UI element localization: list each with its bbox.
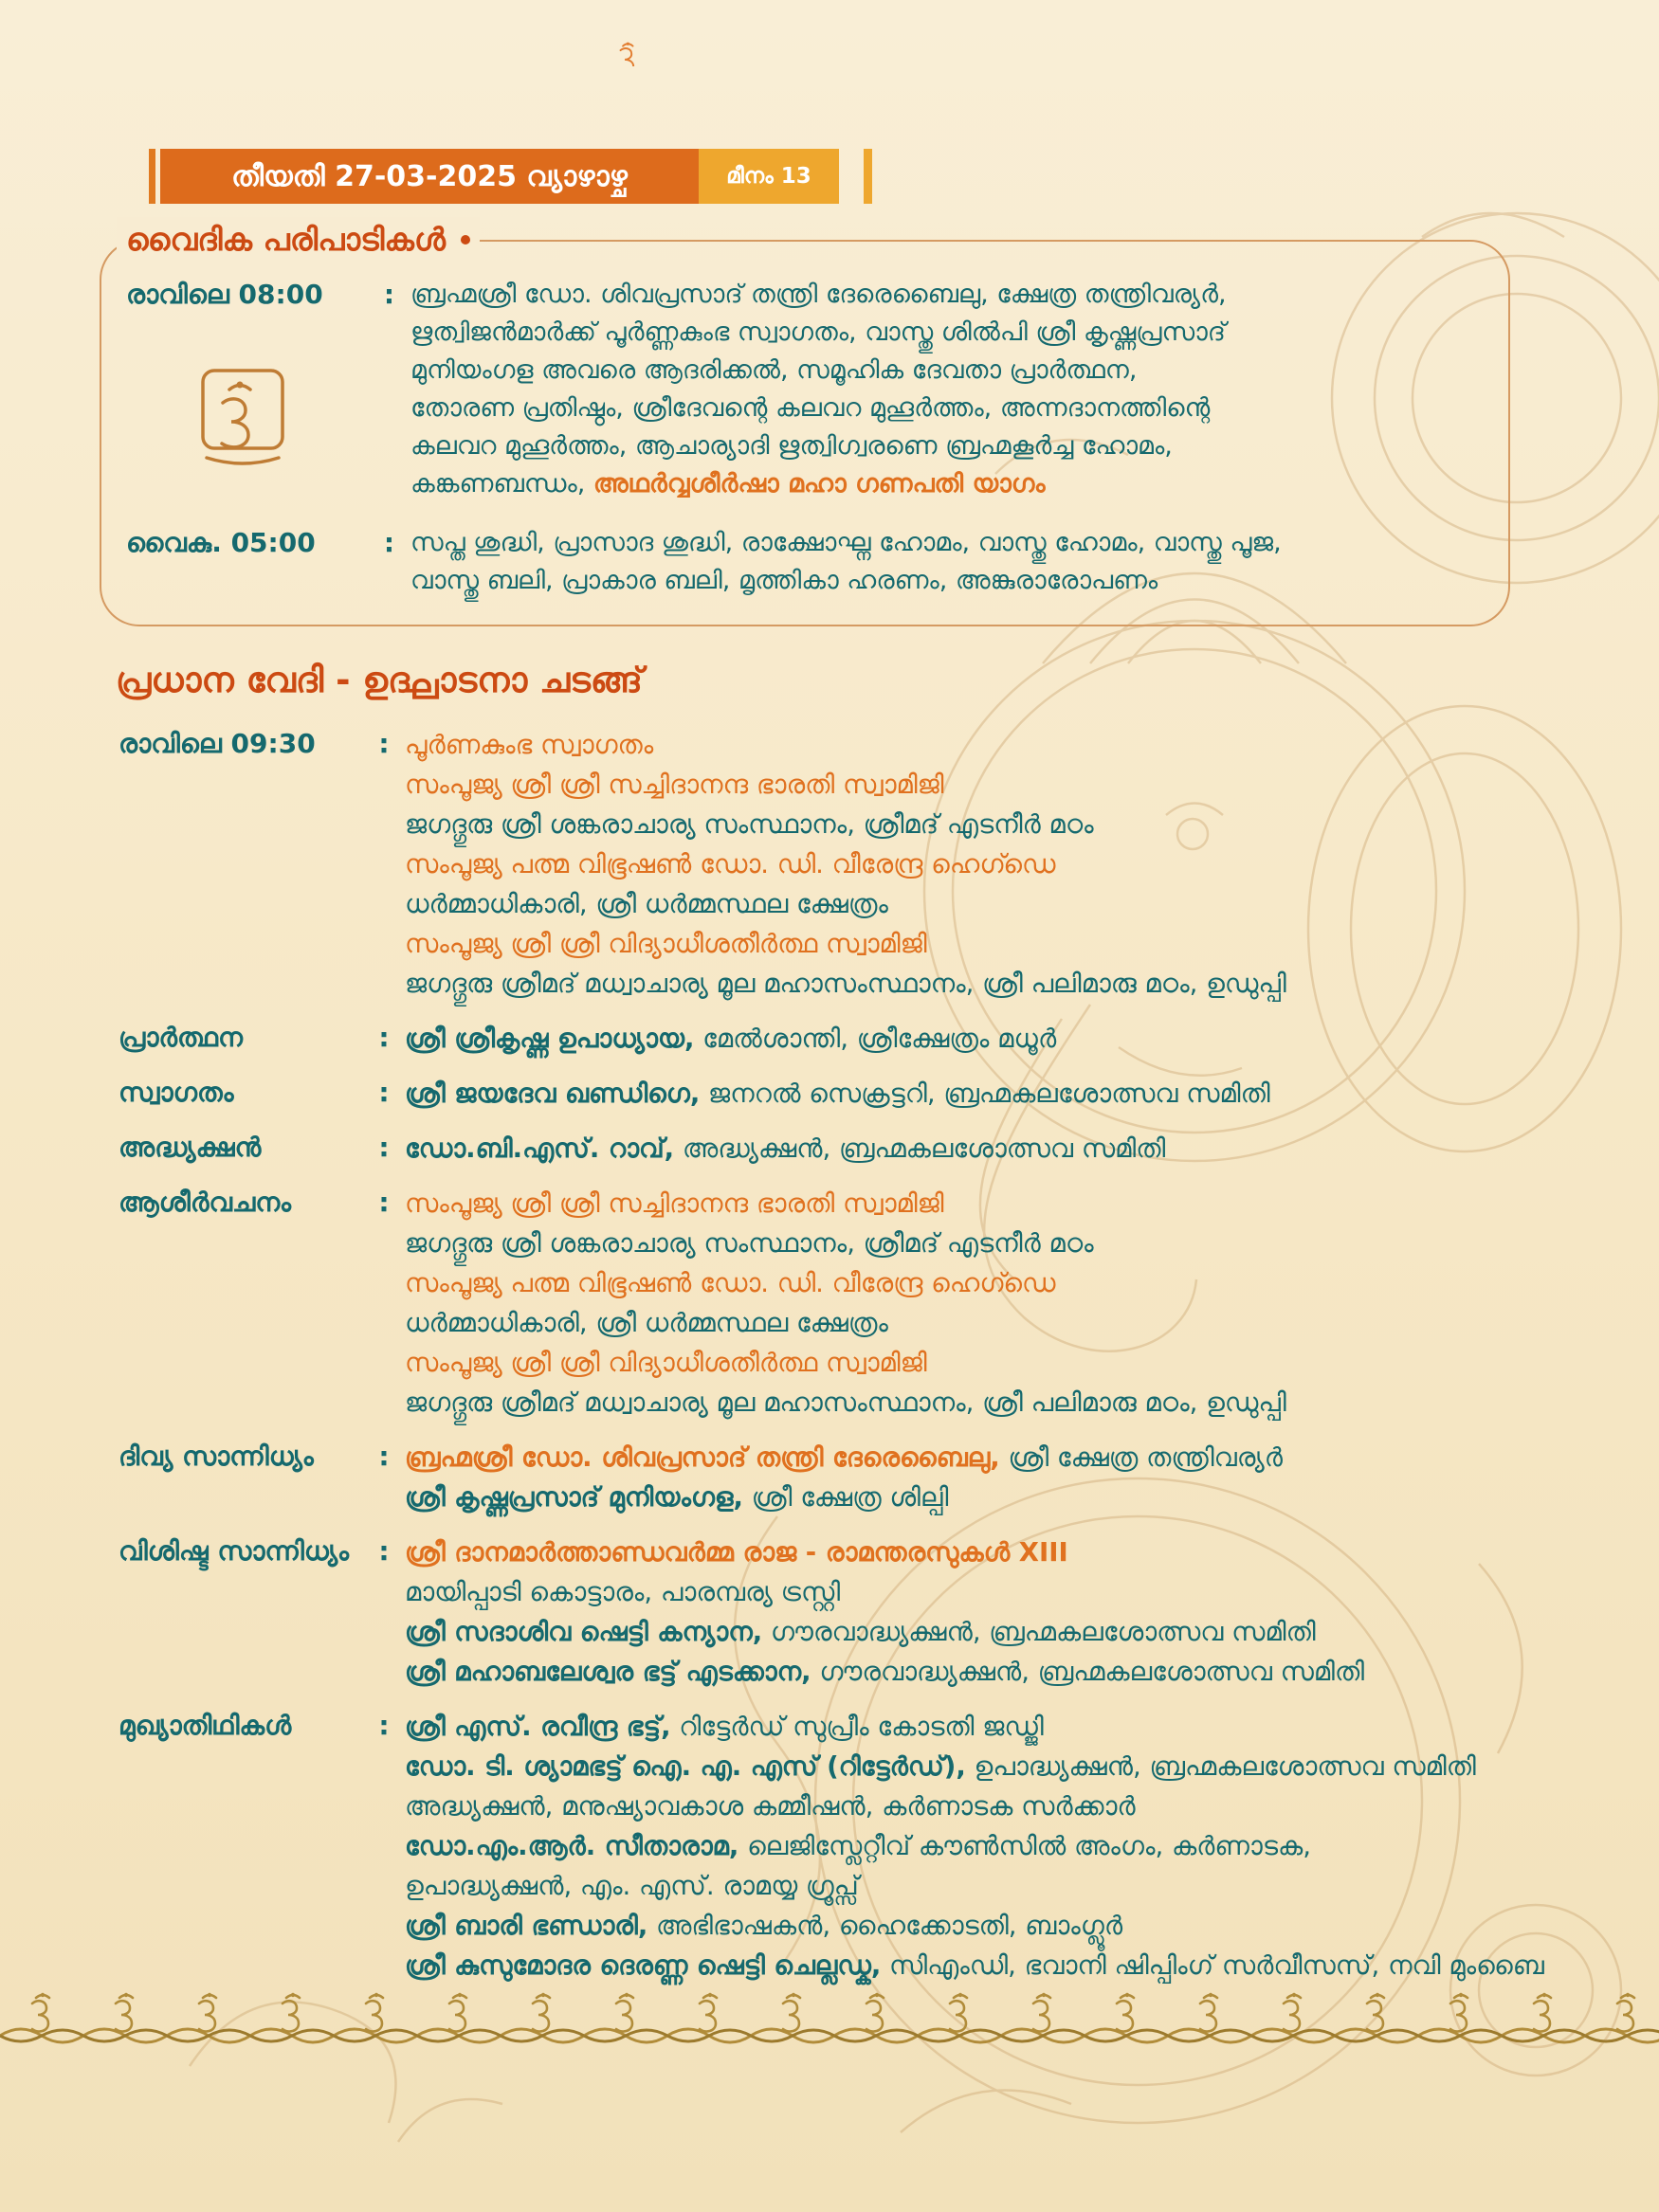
text-segment: ഡോ. ടി. ശ്യാമഭട്ട് ഐ. എ. എസ് (റിട്ടേർഡ്), xyxy=(405,1751,966,1782)
text-segment: സംപൂജ്യ ശ്രീ ശ്രീ സച്ചിദാനന്ദ ഭാരതി സ്വാമിജി xyxy=(405,770,944,800)
row-colon: : xyxy=(378,1022,390,1053)
row-colon: : xyxy=(378,1441,390,1472)
schedule-row xyxy=(126,276,1489,503)
row-label: വിശിഷ്ട സാന്നിധ്യം xyxy=(118,1535,349,1567)
schedule-line xyxy=(405,1652,1641,1692)
schedule-line xyxy=(405,1747,1641,1786)
row-colon: : xyxy=(378,1535,390,1567)
schedule-line xyxy=(410,524,1489,562)
schedule-line xyxy=(405,1224,1641,1263)
text-segment: ശ്രീ ക്ഷേത്ര ശില്പി xyxy=(742,1482,949,1513)
schedule-row xyxy=(118,725,1641,1004)
text-segment: ജഗദ്ഗുരു ശ്രീ ശങ്കരാചാര്യ സംസ്ഥാനം, ശ്രീമദ് എടനീർ മഠം xyxy=(405,809,1094,840)
schedule-line xyxy=(405,1019,1641,1059)
row-colon: : xyxy=(383,279,395,310)
schedule-line xyxy=(405,1946,1641,1985)
malayalam-month-badge xyxy=(699,149,839,204)
schedule-line xyxy=(405,1707,1641,1747)
schedule-line xyxy=(405,884,1641,924)
schedule-line xyxy=(405,1303,1641,1343)
text-segment: ശ്രീ സദാശിവ ഷെട്ടി കന്യാന, xyxy=(405,1617,763,1647)
text-segment: ബ്രഹ്മശ്രീ ഡോ. ശിവപ്രസാദ് തന്ത്രി ദേരെബൈലു, xyxy=(405,1442,1000,1473)
main-stage-rows xyxy=(118,725,1641,1985)
schedule-line xyxy=(410,465,1489,503)
text-segment: പൂർണകുംഭ സ്വാഗതം xyxy=(405,730,654,760)
schedule-line xyxy=(405,1383,1641,1423)
schedule-row xyxy=(118,1019,1641,1059)
row-content xyxy=(405,1074,1641,1114)
text-segment: ബ്രഹ്മശ്രീ ഡോ. ശിവപ്രസാദ് തന്ത്രി ദേരെബൈലു, ക്ഷേത്ര തന്ത്രിവര്യർ, xyxy=(410,280,1227,309)
text-segment: ഗൗരവാദ്ധ്യക്ഷൻ, ബ്രഹ്മകലശോത്സവ സമിതി xyxy=(811,1657,1365,1687)
schedule-line xyxy=(405,765,1641,805)
schedule-line xyxy=(405,1184,1641,1224)
text-segment: സിഎംഡി, ഭവാനി ഷിപ്പിംഗ് സർവീസസ്, നവി മുംബൈ xyxy=(881,1950,1544,1981)
vaidika-title-text: വൈദിക പരിപാടികൾ xyxy=(126,221,447,258)
text-segment: ഋത്വിജൻമാർക്ക് പൂർണ്ണകുംഭ സ്വാഗതം, വാസ്തു ശിൽപി ശ്രീ കൃഷ്ണപ്രസാദ് xyxy=(410,317,1226,347)
schedule-line xyxy=(405,1532,1641,1572)
om-ribbon-pattern xyxy=(0,1986,1659,2047)
text-segment: ജഗദ്ഗുരു ശ്രീമദ് മധ്വാചാര്യ മൂല മഹാസംസ്ഥാനം, ശ്രീ പലിമാരു മഠം, ഉഡുപ്പി xyxy=(405,1387,1286,1418)
schedule-line xyxy=(405,1129,1641,1169)
vaidika-section-title xyxy=(117,217,480,263)
text-segment: സംപൂജ്യ ശ്രീ ശ്രീ വിദ്യാധീശതീർത്ഥ സ്വാമിജി xyxy=(405,1348,927,1378)
row-content xyxy=(405,725,1641,1004)
row-label: പ്രാർത്ഥന xyxy=(118,1022,243,1053)
schedule-row xyxy=(118,1438,1641,1517)
schedule-line xyxy=(410,390,1489,427)
text-segment: ധർമ്മാധികാരി, ശ്രീ ധർമ്മസ്ഥല ക്ഷേത്രം xyxy=(405,889,888,919)
row-label: ആശീർവചനം xyxy=(118,1187,291,1218)
schedule-row xyxy=(126,524,1489,600)
row-content xyxy=(405,1532,1641,1692)
schedule-line xyxy=(405,964,1641,1004)
row-content xyxy=(405,1707,1641,1985)
text-segment: ശ്രീ ബാരി ഭണ്ഡാരി, xyxy=(405,1911,648,1941)
vaidika-rows xyxy=(126,276,1489,600)
schedule-line xyxy=(405,805,1641,844)
text-segment: ശ്രീ ശ്രീകൃഷ്ണ ഉപാധ്യായ, xyxy=(405,1024,695,1054)
row-label: അദ്ധ്യക്ഷൻ xyxy=(118,1132,262,1163)
schedule-line xyxy=(410,562,1489,600)
schedule-line xyxy=(405,924,1641,964)
schedule-line xyxy=(405,1074,1641,1114)
text-segment: അദ്ധ്യക്ഷൻ, ബ്രഹ്മകലശോത്സവ സമിതി xyxy=(674,1133,1166,1164)
row-content xyxy=(405,1438,1641,1517)
text-segment: വാസ്തു ബലി, പ്രാകാര ബലി, മൃത്തികാ ഹരണം, അങ്കുരാരോപണം xyxy=(410,566,1158,595)
text-segment: സംപൂജ്യ പത്മ വിഭൂഷൺ ഡോ. ഡി. വീരേന്ദ്ര ഹെഗ്ഡെ xyxy=(405,849,1056,879)
text-segment: മായിപ്പാടി കൊട്ടാരം, പാരമ്പര്യ ട്രസ്റ്റി xyxy=(405,1577,841,1607)
row-content xyxy=(405,1129,1641,1169)
text-segment: ജഗദ്ഗുരു ശ്രീ ശങ്കരാചാര്യ സംസ്ഥാനം, ശ്രീമദ് എടനീർ മഠം xyxy=(405,1228,1094,1259)
text-segment: കങ്കണബന്ധം, xyxy=(410,469,593,499)
text-segment: സംപൂജ്യ ശ്രീ ശ്രീ വിദ്യാധീശതീർത്ഥ സ്വാമിജി xyxy=(405,929,927,959)
schedule-line xyxy=(410,427,1489,465)
main-stage-section-title: പ്രധാന വേദി - ഉദ്ഘാടനാ ചടങ്ങ് xyxy=(116,660,643,700)
row-colon: : xyxy=(378,1132,390,1163)
row-colon: : xyxy=(378,1187,390,1218)
text-segment: ഗൗരവാദ്ധ്യക്ഷൻ, ബ്രഹ്മകലശോത്സവ സമിതി xyxy=(762,1617,1316,1647)
text-segment: ശ്രീ മഹാബലേശ്വര ഭട്ട് എടക്കാന, xyxy=(405,1657,811,1687)
date-header xyxy=(149,149,872,204)
text-segment: റിട്ടേർഡ് സുപ്രീം കോടതി ജഡ്ജി xyxy=(670,1712,1044,1742)
text-segment: ശ്രീ ക്ഷേത്ര തന്ത്രിവര്യർ xyxy=(999,1442,1283,1473)
masam-label: മീനം 13 xyxy=(726,164,811,189)
row-colon: : xyxy=(378,1710,390,1741)
text-segment: ഡോ.ബി.എസ്. റാവ്, xyxy=(405,1133,675,1164)
row-label: ദിവ്യ സാന്നിധ്യം xyxy=(118,1441,314,1472)
schedule-row xyxy=(118,1184,1641,1423)
header-accent-bar-right xyxy=(864,149,872,204)
text-segment: ശ്രീ ജയദേവ ഖണ്ഡിഗെ, xyxy=(405,1079,701,1109)
small-om-mark xyxy=(614,42,639,66)
text-segment: സംപൂജ്യ ശ്രീ ശ്രീ സച്ചിദാനന്ദ ഭാരതി സ്വാമിജി xyxy=(405,1188,944,1219)
row-colon: : xyxy=(378,1077,390,1108)
schedule-row xyxy=(118,1074,1641,1114)
schedule-line xyxy=(410,352,1489,390)
row-colon: : xyxy=(383,527,395,558)
schedule-line xyxy=(405,1343,1641,1383)
title-dot xyxy=(461,235,470,245)
row-label: മുഖ്യാതിഥികൾ xyxy=(118,1710,292,1741)
text-segment: ഉപാദ്ധ്യക്ഷൻ, എം. എസ്. രാമയ്യ ഗ്രൂപ്സ് xyxy=(405,1871,859,1901)
text-segment: സപ്ത ശുദ്ധി, പ്രാസാദ ശുദ്ധി, രാക്ഷോഘ്ന ഹോമം, വാസ്തു ഹോമം, വാസ്തു പൂജ, xyxy=(410,528,1282,557)
row-label: സ്വാഗതം xyxy=(118,1077,234,1108)
text-segment: ശ്രീ കുസുമോദര ദെരണ്ണ ഷെട്ടി ചെല്ലഡ്ക, xyxy=(405,1950,882,1981)
text-segment: അഭിഭാഷകൻ, ഹൈക്കോടതി, ബാംഗ്ലൂർ xyxy=(647,1911,1123,1941)
schedule-row xyxy=(118,1707,1641,1985)
row-content xyxy=(410,524,1489,600)
text-segment: അദ്ധ്യക്ഷൻ, മനുഷ്യാവകാശ കമ്മീഷൻ, കർണാടക സർക്കാർ xyxy=(405,1791,1136,1822)
schedule-line xyxy=(405,725,1641,765)
row-label: വൈകു. 05:00 xyxy=(126,527,316,558)
vaidika-section-box xyxy=(100,221,1510,626)
row-label: രാവിലെ 09:30 xyxy=(118,728,316,759)
schedule-line xyxy=(405,1826,1641,1866)
text-segment: മേൽശാന്തി, ശ്രീക്ഷേത്രം മധൂർ xyxy=(694,1024,1057,1054)
text-segment: ലെജിസ്ലേറ്റീവ് കൗൺസിൽ അംഗം, കർണാടക, xyxy=(738,1831,1311,1861)
schedule-line xyxy=(405,1866,1641,1906)
schedule-line xyxy=(405,1478,1641,1517)
schedule-line xyxy=(405,1786,1641,1826)
header-accent-bar xyxy=(149,149,155,204)
text-segment: ശ്രീ കൃഷ്ണപ്രസാദ് മുനിയംഗള, xyxy=(405,1482,743,1513)
text-segment: സംപൂജ്യ പത്മ വിഭൂഷൺ ഡോ. ഡി. വീരേന്ദ്ര ഹെഗ്ഡെ xyxy=(405,1268,1056,1298)
row-label: രാവിലെ 08:00 xyxy=(126,279,323,310)
text-segment: ശ്രീ ദാനമാർത്താണ്ഡവർമ്മ രാജ - രാമന്തരസുകൾ XIII xyxy=(405,1537,1068,1568)
schedule-line xyxy=(405,1263,1641,1303)
schedule-line xyxy=(405,1438,1641,1478)
text-segment: ഡോ.എം.ആർ. സീതാരാമ, xyxy=(405,1831,739,1861)
schedule-line xyxy=(410,314,1489,352)
schedule-line xyxy=(405,1572,1641,1612)
schedule-row xyxy=(118,1129,1641,1169)
text-segment: കലവറ മുഹൂർത്തം, ആചാര്യാദി ഋത്വിഗ്വരണെ ബ്രഹ്മകൂർച്ച ഹോമം, xyxy=(410,431,1173,461)
text-segment: ധർമ്മാധികാരി, ശ്രീ ധർമ്മസ്ഥല ക്ഷേത്രം xyxy=(405,1308,888,1338)
text-segment: ജഗദ്ഗുരു ശ്രീമദ് മധ്വാചാര്യ മൂല മഹാസംസ്ഥാനം, ശ്രീ പലിമാരു മഠം, ഉഡുപ്പി xyxy=(405,969,1286,999)
date-banner xyxy=(160,149,699,204)
text-segment: മുനിയംഗള അവരെ ആദരിക്കൽ, സമൂഹിക ദേവതാ പ്രാർത്ഥന, xyxy=(410,355,1138,385)
schedule-line xyxy=(405,1612,1641,1652)
row-content xyxy=(410,276,1489,503)
text-segment: തോരണ പ്രതിഷ്ഠം, ശ്രീദേവന്റെ കലവറ മുഹൂർത്തം, അന്നദാനത്തിന്റെ xyxy=(410,393,1211,423)
text-segment: ഉപാദ്ധ്യക്ഷൻ, ബ്രഹ്മകലശോത്സവ സമിതി xyxy=(965,1751,1476,1782)
date-label: തീയതി 27-03-2025 വ്യാഴാഴ്ച xyxy=(231,159,628,193)
row-content xyxy=(405,1184,1641,1423)
schedule-line xyxy=(405,844,1641,884)
row-colon: : xyxy=(378,728,390,759)
schedule-line xyxy=(405,1906,1641,1946)
row-content xyxy=(405,1019,1641,1059)
text-segment: ജനറൽ സെക്രട്ടറി, ബ്രഹ്മകലശോത്സവ സമിതി xyxy=(700,1079,1270,1109)
text-segment: ശ്രീ എസ്. രവീന്ദ്ര ഭട്ട്, xyxy=(405,1712,671,1742)
schedule-row xyxy=(118,1532,1641,1692)
schedule-line xyxy=(410,276,1489,314)
text-segment: അഥർവ്വശീർഷാ മഹാ ഗണപതി യാഗം xyxy=(592,469,1046,499)
